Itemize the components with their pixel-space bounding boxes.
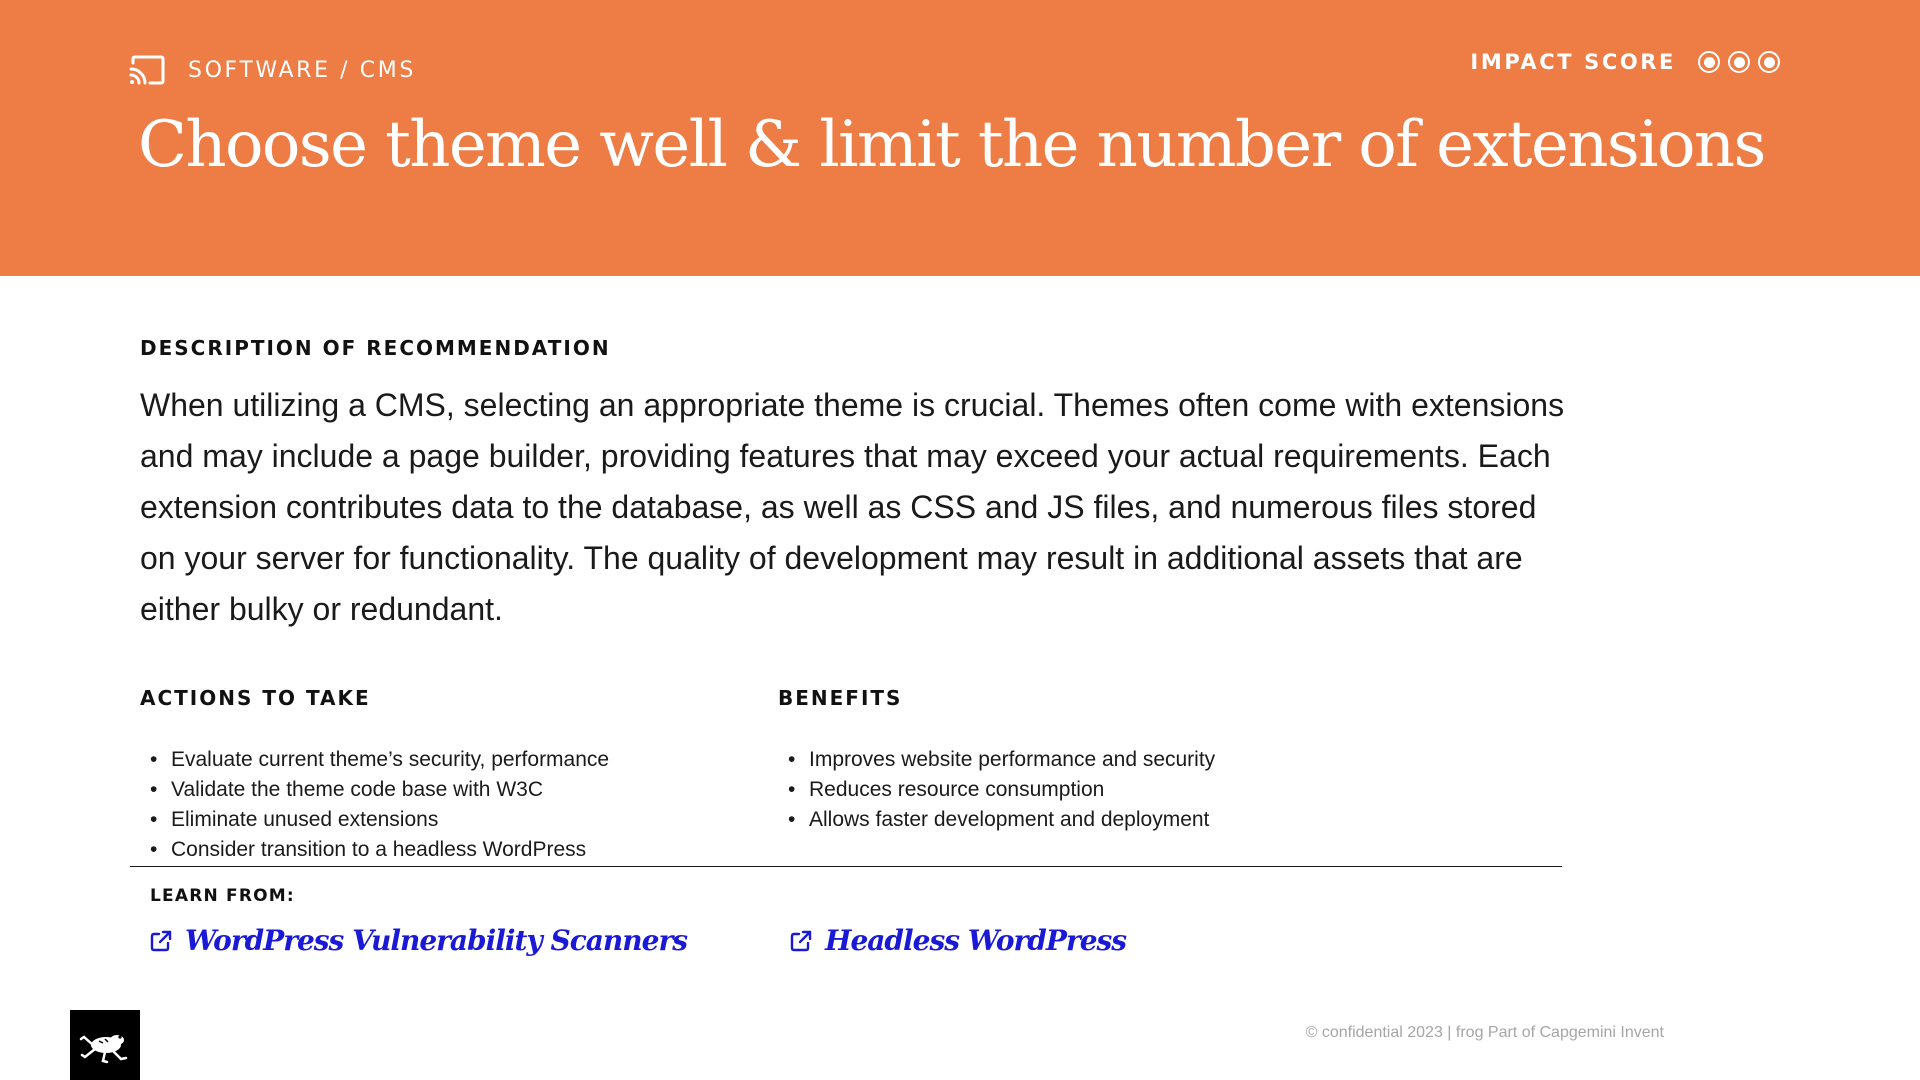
actions-list xyxy=(140,745,609,865)
learn-from-heading: LEARN FROM: xyxy=(150,886,295,906)
link-text: Headless WordPress xyxy=(825,924,1127,957)
category-label: SOFTWARE / CMS xyxy=(188,57,416,83)
list-item: • Evaluate current theme’s security, performance xyxy=(140,745,609,775)
external-link-icon xyxy=(789,929,813,953)
list-item: • Consider transition to a headless WordPress xyxy=(140,835,609,865)
link-headless-wordpress[interactable] xyxy=(789,924,1126,957)
category-breadcrumb xyxy=(128,52,416,88)
list-item: • Allows faster development and deployment xyxy=(778,805,1215,835)
list-item: • Eliminate unused extensions xyxy=(140,805,609,835)
list-item: • Reduces resource consumption xyxy=(778,775,1215,805)
section-divider xyxy=(130,866,1562,867)
list-item: • Validate the theme code base with W3C xyxy=(140,775,609,805)
header-banner xyxy=(0,0,1920,276)
impact-score xyxy=(1470,46,1780,78)
link-wordpress-vulnerability-scanners[interactable] xyxy=(149,924,687,957)
impact-dot-icon xyxy=(1758,51,1780,73)
actions-heading: ACTIONS TO TAKE xyxy=(140,686,371,710)
cast-icon xyxy=(128,54,166,86)
impact-dot-icon xyxy=(1698,51,1720,73)
footer-copyright: © confidential 2023 | frog Part of Capgemini Invent xyxy=(1305,1024,1664,1041)
external-link-icon xyxy=(149,929,173,953)
impact-score-label: IMPACT SCORE xyxy=(1470,50,1676,74)
page-title: Choose theme well & limit the number of extensions xyxy=(138,108,1765,182)
benefits-heading: BENEFITS xyxy=(778,686,903,710)
link-text: WordPress Vulnerability Scanners xyxy=(185,924,687,957)
benefits-list xyxy=(778,745,1215,835)
impact-dot-icon xyxy=(1728,51,1750,73)
description-text: When utilizing a CMS, selecting an appropriate theme is crucial. Themes often come with extensions and may include a page builder, providing features that may exceed your actual requirements. Each extension contributes data to the database, as well as CSS and JS files, and numerous files stored on your server for functionality. The quality of development may result in additional assets that are either bulky or redundant. xyxy=(140,387,1565,627)
description-heading: DESCRIPTION OF RECOMMENDATION xyxy=(140,336,611,360)
list-item: • Improves website performance and security xyxy=(778,745,1215,775)
impact-score-dots xyxy=(1698,51,1780,73)
frog-logo-icon xyxy=(70,1010,140,1080)
